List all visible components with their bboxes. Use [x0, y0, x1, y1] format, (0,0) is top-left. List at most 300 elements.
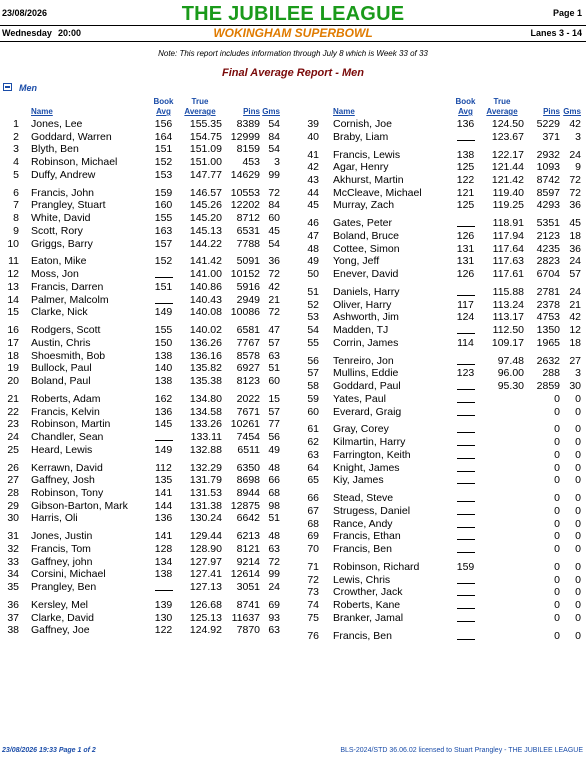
games-cell: 0 [575, 611, 581, 624]
rank-cell: 33 [7, 555, 19, 568]
games-cell: 0 [575, 461, 581, 474]
pins-cell: 1350 [536, 324, 560, 337]
pins-cell: 1093 [536, 161, 560, 174]
rank-cell: 1 [13, 118, 19, 130]
col-name-label: Name [333, 107, 355, 116]
name-cell: Corrin, James [333, 336, 399, 349]
pins-cell: 5916 [236, 280, 260, 293]
games-cell: 42 [569, 118, 581, 130]
book-avg-cell: 149 [154, 443, 173, 456]
table-row [0, 423, 586, 436]
col-true-label: True [191, 97, 209, 106]
rank-cell: 3 [13, 143, 19, 156]
games-cell: 9 [575, 161, 581, 174]
true-average-cell: 117.64 [492, 242, 524, 255]
true-average-cell: 96.00 [497, 367, 524, 380]
rank-cell: 31 [7, 530, 19, 543]
book-avg-cell: 149 [154, 306, 173, 319]
true-average-cell: 154.75 [189, 130, 222, 143]
pins-cell: 6350 [236, 461, 260, 474]
name-cell: Daniels, Harry [333, 286, 400, 298]
pins-cell: 0 [554, 448, 560, 461]
rank-cell: 16 [7, 324, 19, 337]
rank-cell: 11 [8, 255, 19, 268]
true-average-cell: 117.61 [492, 268, 524, 281]
name-cell: Griggs, Barry [31, 237, 93, 250]
games-cell: 0 [575, 586, 581, 599]
rank-cell: 47 [307, 230, 319, 242]
name-cell: Kerrawn, David [31, 461, 103, 474]
table-row [0, 187, 586, 200]
book-avg-cell: 152 [154, 156, 173, 169]
name-cell: Harris, Oli [31, 512, 78, 525]
venue-subtitle: WOKINGHAM SUPERBOWL [213, 26, 373, 40]
name-cell: Francis, Ben [333, 542, 392, 555]
games-cell: 57 [268, 336, 280, 349]
pins-cell: 371 [542, 130, 560, 143]
true-average-cell: 127.41 [189, 568, 222, 581]
book-avg-cell: 114 [457, 336, 474, 349]
rank-cell: 15 [7, 306, 19, 319]
true-average-cell: 117.63 [492, 255, 524, 268]
col-book-label: Book [153, 97, 174, 106]
pins-cell: 9214 [236, 555, 260, 568]
blank-line [457, 324, 475, 334]
table-row [0, 230, 586, 243]
name-cell: Francis, John [31, 186, 95, 199]
name-cell: Robinson, Richard [333, 560, 420, 573]
true-average-cell: 113.17 [492, 311, 524, 324]
rank-cell: 43 [307, 174, 319, 186]
name-cell: Akhurst, Martin [333, 174, 404, 186]
rank-cell: 37 [7, 611, 19, 624]
book-avg-cell: 156 [154, 118, 173, 130]
pins-cell: 0 [554, 598, 560, 611]
rank-cell: 24 [7, 430, 19, 443]
name-cell: Tenreiro, Jon [333, 354, 394, 367]
name-cell: Boland, Bruce [333, 230, 399, 242]
games-cell: 0 [575, 629, 581, 642]
pins-cell: 12875 [230, 499, 260, 512]
games-cell: 63 [268, 624, 280, 637]
true-average-cell: 121.42 [491, 174, 524, 186]
pins-cell: 4293 [536, 199, 560, 212]
book-avg-cell: 136 [456, 118, 475, 130]
pins-cell: 12614 [230, 568, 260, 581]
name-cell: Francis, Ethan [333, 530, 401, 543]
rank-cell: 75 [307, 611, 319, 624]
games-cell: 36 [268, 255, 280, 268]
pins-cell: 11637 [231, 611, 260, 624]
name-cell: Clarke, Nick [31, 306, 88, 319]
true-average-cell: 135.38 [189, 374, 222, 387]
true-average-cell: 109.17 [491, 336, 524, 349]
table-row [0, 131, 586, 144]
col-true-label: True [493, 97, 511, 106]
games-cell: 0 [575, 542, 581, 555]
rank-cell: 22 [7, 405, 19, 418]
table-row [0, 449, 586, 462]
name-cell: Cottee, Simon [333, 242, 400, 255]
book-avg-cell: 141 [154, 486, 173, 499]
true-average-cell: 135.82 [189, 362, 222, 375]
rank-cell: 76 [307, 629, 319, 642]
rank-cell: 32 [7, 542, 19, 555]
true-average-cell: 124.50 [491, 118, 524, 130]
true-average-cell: 97.48 [497, 354, 524, 367]
book-avg-cell: 131 [456, 242, 475, 255]
games-cell: 72 [268, 268, 280, 281]
games-cell: 45 [569, 217, 581, 230]
pins-cell: 6927 [236, 362, 260, 375]
book-avg-blank [457, 630, 482, 644]
rank-cell: 48 [307, 242, 319, 255]
table-row [0, 243, 586, 256]
pins-cell: 8121 [236, 542, 260, 555]
name-cell: Madden, TJ [333, 324, 389, 337]
col-avg-label: Avg [458, 107, 473, 116]
games-cell: 0 [575, 573, 581, 586]
book-avg-cell: 125 [456, 161, 475, 174]
pins-cell: 6642 [236, 512, 260, 525]
rank-cell: 4 [13, 156, 19, 169]
name-cell: Mullins, Eddie [333, 367, 399, 380]
games-cell: 51 [268, 512, 280, 525]
rank-cell: 38 [7, 624, 19, 637]
name-cell: Yong, Jeff [333, 255, 380, 268]
games-cell: 21 [268, 293, 280, 306]
book-avg-cell: 139 [154, 598, 173, 611]
blank-line [457, 543, 475, 553]
blank-line [457, 518, 475, 528]
rank-cell: 63 [307, 448, 319, 461]
true-average-cell: 140.08 [189, 306, 222, 319]
true-average-cell: 131.38 [189, 499, 222, 512]
games-cell: 72 [268, 555, 280, 568]
pins-cell: 0 [554, 611, 560, 624]
rank-cell: 34 [7, 568, 19, 581]
table-row [0, 393, 586, 406]
name-cell: Chandler, Sean [31, 430, 104, 443]
games-cell: 18 [569, 336, 581, 349]
book-avg-cell: 135 [154, 474, 173, 487]
rank-cell: 67 [307, 504, 319, 517]
true-average-cell: 121.44 [491, 161, 524, 174]
games-cell: 69 [268, 598, 280, 611]
true-average-cell: 134.80 [189, 392, 222, 405]
name-cell: Prangley, Ben [31, 581, 97, 593]
games-cell: 21 [569, 298, 581, 311]
book-avg-cell: 136 [154, 512, 173, 525]
rank-cell: 21 [7, 392, 19, 405]
book-avg-cell: 131 [456, 255, 475, 268]
table-row [0, 474, 586, 487]
pins-cell: 14629 [230, 168, 260, 181]
rank-cell: 26 [7, 461, 19, 474]
book-avg-cell: 144 [154, 499, 173, 512]
pins-cell: 8742 [536, 174, 560, 186]
pins-cell: 0 [554, 530, 560, 543]
pins-cell: 0 [554, 542, 560, 555]
name-cell: Jones, Lee [31, 118, 83, 130]
book-avg-cell: 157 [154, 237, 173, 250]
pins-cell: 7671 [236, 405, 260, 418]
games-cell: 24 [569, 286, 581, 298]
rank-cell: 17 [7, 336, 19, 349]
rank-cell: 5 [13, 168, 19, 181]
rank-cell: 30 [7, 512, 19, 525]
book-avg-cell: 121 [456, 186, 475, 199]
pins-cell: 0 [554, 423, 560, 436]
blank-line [457, 492, 475, 502]
name-cell: Austin, Chris [31, 336, 91, 349]
true-average-cell: 132.88 [189, 443, 222, 456]
games-cell: 0 [575, 504, 581, 517]
pins-cell: 6531 [236, 224, 260, 237]
true-average-cell: 144.22 [189, 237, 222, 250]
rank-cell: 45 [307, 199, 319, 212]
true-average-cell: 132.29 [189, 461, 222, 474]
table-row [0, 561, 586, 574]
games-cell: 99 [268, 568, 280, 581]
table-row [0, 199, 586, 212]
pins-cell: 7788 [236, 237, 260, 250]
name-cell: Kersley, Mel [31, 598, 88, 611]
report-day: Wednesday [2, 28, 52, 38]
rank-cell: 46 [307, 217, 319, 230]
col-gms-label: Gms [563, 107, 581, 116]
table-row [0, 436, 586, 449]
games-cell: 93 [268, 611, 280, 624]
table-row [0, 574, 586, 587]
rank-cell: 49 [307, 255, 319, 268]
pins-cell: 7870 [236, 624, 260, 637]
col-average-label: Average [486, 107, 518, 116]
rank-cell: 71 [307, 560, 319, 573]
name-cell: Strugess, Daniel [333, 504, 411, 517]
rank-cell: 35 [7, 581, 19, 593]
true-average-cell: 140.02 [189, 324, 222, 337]
pins-cell: 0 [554, 474, 560, 487]
rank-cell: 6 [13, 186, 19, 199]
pins-cell: 0 [554, 405, 560, 418]
name-cell: Duffy, Andrew [31, 168, 96, 181]
pins-cell: 6581 [236, 324, 260, 337]
games-cell: 63 [268, 542, 280, 555]
rank-cell: 52 [307, 298, 319, 311]
name-cell: Braby, Liam [333, 130, 389, 143]
col-average-label: Average [184, 107, 216, 116]
pins-cell: 8944 [236, 486, 260, 499]
true-average-cell: 125.13 [189, 611, 222, 624]
rank-cell: 64 [307, 461, 319, 474]
games-cell: 0 [575, 448, 581, 461]
pins-cell: 6213 [236, 530, 260, 543]
pins-cell: 10152 [230, 268, 260, 281]
games-cell: 72 [268, 186, 280, 199]
book-avg-cell: 125 [456, 199, 475, 212]
name-cell: Knight, James [333, 461, 400, 474]
blank-line [457, 406, 475, 416]
games-cell: 3 [274, 156, 280, 169]
games-cell: 24 [569, 255, 581, 268]
blank-line [457, 474, 475, 484]
pins-cell: 0 [554, 492, 560, 505]
pins-cell: 0 [554, 586, 560, 599]
table-row [0, 217, 586, 230]
col-pins-label: Pins [543, 107, 560, 116]
games-cell: 24 [569, 148, 581, 161]
games-cell: 99 [268, 168, 280, 181]
name-cell: Yates, Paul [333, 392, 386, 405]
rank-cell: 36 [7, 598, 19, 611]
book-avg-cell: 152 [154, 255, 173, 268]
name-cell: Prangley, Stuart [31, 199, 106, 212]
book-avg-cell: 145 [154, 418, 173, 431]
name-cell: Roberts, Kane [333, 598, 401, 611]
games-cell: 48 [268, 461, 280, 474]
games-cell: 60 [268, 212, 280, 225]
games-cell: 51 [268, 362, 280, 375]
book-avg-cell: 122 [456, 174, 475, 186]
rank-cell: 14 [7, 293, 19, 306]
book-avg-cell: 155 [154, 212, 173, 225]
games-cell: 12 [569, 324, 581, 337]
blank-line [457, 530, 475, 540]
footer-left: 23/08/2026 19:33 Page 1 of 2 [2, 747, 96, 754]
col-avg-label: Avg [156, 107, 171, 116]
pins-cell: 0 [554, 436, 560, 449]
games-cell: 0 [575, 392, 581, 405]
rank-cell: 9 [13, 224, 19, 237]
report-time: 20:00 [58, 28, 82, 38]
group-label: Men [19, 83, 37, 93]
table-row [0, 630, 586, 643]
games-cell: 0 [575, 492, 581, 505]
pins-cell: 2932 [536, 148, 560, 161]
name-cell: Scott, Rory [31, 224, 83, 237]
blank-line [457, 599, 475, 609]
table-row [0, 268, 586, 281]
blank-line [457, 449, 475, 459]
games-cell: 0 [575, 530, 581, 543]
pins-cell: 0 [554, 560, 560, 573]
rank-cell: 13 [7, 280, 19, 293]
true-average-cell: 141.42 [189, 255, 222, 268]
games-cell: 56 [268, 430, 280, 443]
games-cell: 36 [569, 242, 581, 255]
pins-cell: 5091 [236, 255, 260, 268]
rank-cell: 7 [13, 199, 19, 212]
pins-cell: 2022 [236, 392, 260, 405]
games-cell: 48 [268, 530, 280, 543]
col-name-label: Name [31, 107, 53, 116]
games-cell: 3 [575, 130, 581, 143]
rank-cell: 65 [307, 474, 319, 487]
name-cell: Agar, Henry [333, 161, 389, 174]
book-avg-cell: 112 [155, 461, 172, 474]
table-row [0, 286, 586, 299]
pins-cell: 5229 [536, 118, 560, 130]
book-avg-cell: 123 [456, 367, 475, 380]
pins-cell: 12202 [230, 199, 260, 212]
table-row [0, 311, 586, 324]
pins-cell: 0 [554, 629, 560, 642]
table-row [0, 530, 586, 543]
book-avg-cell: 150 [154, 336, 173, 349]
table-row [0, 299, 586, 312]
book-avg-cell: 163 [154, 224, 173, 237]
pins-cell: 3051 [236, 581, 260, 593]
table-row [0, 174, 586, 187]
games-cell: 30 [569, 380, 581, 393]
col-gms-label: Gms [262, 107, 280, 116]
book-avg-cell: 130 [154, 611, 173, 624]
pins-cell: 8597 [536, 186, 560, 199]
name-cell: Clarke, David [31, 611, 95, 624]
table-row [0, 355, 586, 368]
rank-cell: 66 [307, 492, 319, 505]
pins-cell: 5351 [536, 217, 560, 230]
rank-cell: 20 [7, 374, 19, 387]
rank-cell: 53 [307, 311, 319, 324]
true-average-cell: 136.26 [189, 336, 222, 349]
table-row [0, 505, 586, 518]
blank-line [457, 393, 475, 403]
true-average-cell: 113.24 [492, 298, 524, 311]
pins-cell: 1965 [536, 336, 560, 349]
true-average-cell: 130.24 [189, 512, 222, 525]
table-row [0, 599, 586, 612]
name-cell: Kiy, James [333, 474, 384, 487]
table-row [0, 586, 586, 599]
book-avg-cell: 117 [457, 298, 474, 311]
rank-cell: 69 [307, 530, 319, 543]
rank-cell: 56 [307, 354, 319, 367]
pins-cell: 8698 [236, 474, 260, 487]
name-cell: Roberts, Adam [31, 392, 101, 405]
pins-cell: 8712 [236, 212, 260, 225]
games-cell: 72 [569, 174, 581, 186]
pins-cell: 2859 [536, 380, 560, 393]
name-cell: Heard, Lewis [31, 443, 93, 456]
pins-cell: 6511 [237, 443, 260, 456]
blank-line [457, 462, 475, 472]
true-average-cell: 136.16 [189, 349, 222, 362]
rank-cell: 39 [307, 118, 319, 130]
pins-cell: 0 [554, 517, 560, 530]
true-average-cell: 145.20 [189, 212, 222, 225]
true-average-cell: 140.43 [189, 293, 222, 306]
true-average-cell: 118.91 [492, 217, 524, 230]
true-average-cell: 122.17 [491, 148, 524, 161]
rank-cell: 51 [307, 286, 319, 298]
book-avg-cell: 151 [154, 143, 173, 156]
table-row [0, 367, 586, 380]
games-cell: 18 [569, 230, 581, 242]
games-cell: 49 [268, 443, 280, 456]
games-cell: 84 [268, 199, 280, 212]
blank-line [457, 380, 475, 390]
book-avg-cell: 138 [456, 148, 475, 161]
games-cell: 42 [569, 311, 581, 324]
name-cell: Kilmartin, Harry [333, 436, 406, 449]
true-average-cell: 146.57 [189, 186, 222, 199]
games-cell: 68 [268, 486, 280, 499]
name-cell: Gaffney, Joe [31, 624, 90, 637]
games-cell: 72 [268, 306, 280, 319]
name-cell: Moss, Jon [31, 268, 79, 281]
